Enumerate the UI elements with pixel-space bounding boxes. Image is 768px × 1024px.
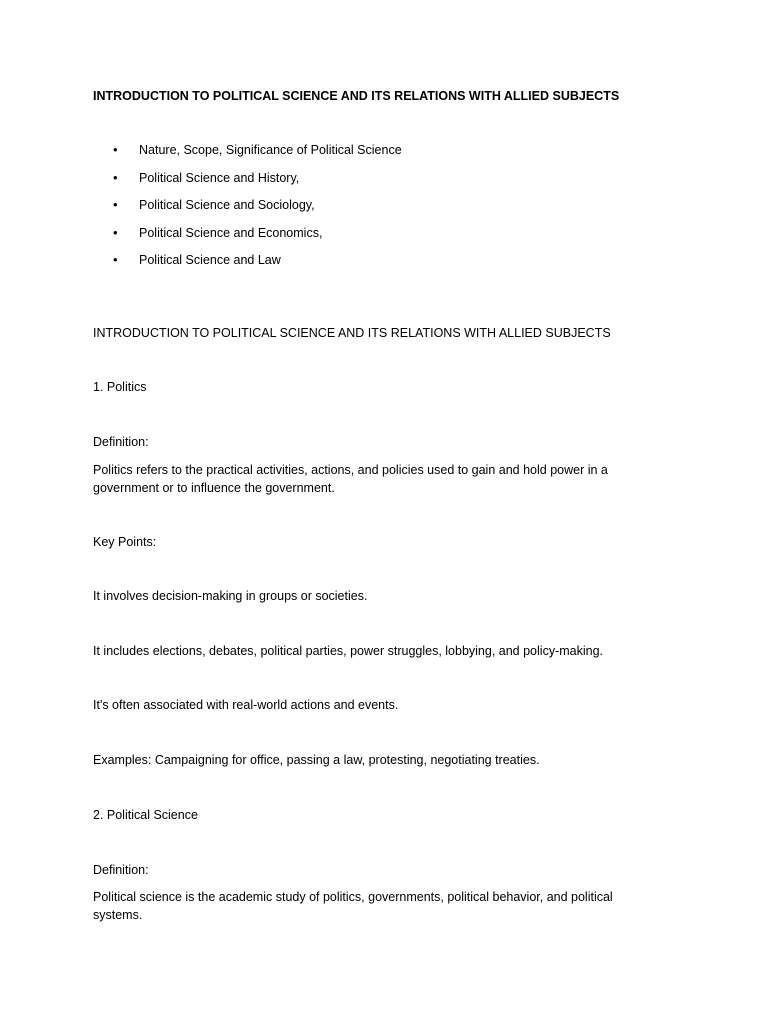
bullet-icon: • bbox=[113, 197, 118, 212]
document-heading: INTRODUCTION TO POLITICAL SCIENCE AND ITS RELATIONS WITH ALLIED SUBJECTS bbox=[93, 89, 620, 103]
section-subheading: INTRODUCTION TO POLITICAL SCIENCE AND ITS RELATIONS WITH ALLIED SUBJECTS bbox=[93, 326, 611, 340]
bullet-icon: • bbox=[113, 142, 118, 157]
bullet-icon: • bbox=[113, 252, 118, 267]
examples-text: Examples: Campaigning for office, passing a law, protesting, negotiating treaties. bbox=[93, 753, 540, 767]
key-point-item: It involves decision-making in groups or societies. bbox=[93, 589, 368, 603]
section1-definition-label: Definition: bbox=[93, 435, 149, 449]
bullet-item-label: Political Science and History, bbox=[139, 170, 300, 185]
section2-title: 2. Political Science bbox=[93, 808, 198, 822]
bullet-item-label: Political Science and Law bbox=[139, 253, 281, 267]
bullet-item-label: Political Science and Economics, bbox=[139, 225, 323, 240]
section2-definition-label: Definition: bbox=[93, 863, 149, 877]
key-point-item: It's often associated with real-world actions and events. bbox=[93, 698, 399, 712]
bullet-icon: • bbox=[113, 169, 118, 185]
bullet-icon: • bbox=[113, 224, 118, 240]
key-points-label: Key Points: bbox=[93, 535, 157, 549]
section1-definition-text: Politics refers to the practical activities, actions, and policies used to gain and hold power in a government or to influence the government. bbox=[93, 463, 608, 495]
key-point-item: It includes elections, debates, political parties, power struggles, lobbying, and policy-making. bbox=[93, 644, 603, 658]
bullet-item-label: Political Science and Sociology, bbox=[139, 198, 315, 212]
section1-title: 1. Politics bbox=[93, 380, 147, 394]
bullet-item-label: Nature, Scope, Significance of Political Science bbox=[139, 143, 402, 157]
section2-definition-text: Political science is the academic study of politics, governments, political behavior, and political systems. bbox=[93, 890, 613, 922]
